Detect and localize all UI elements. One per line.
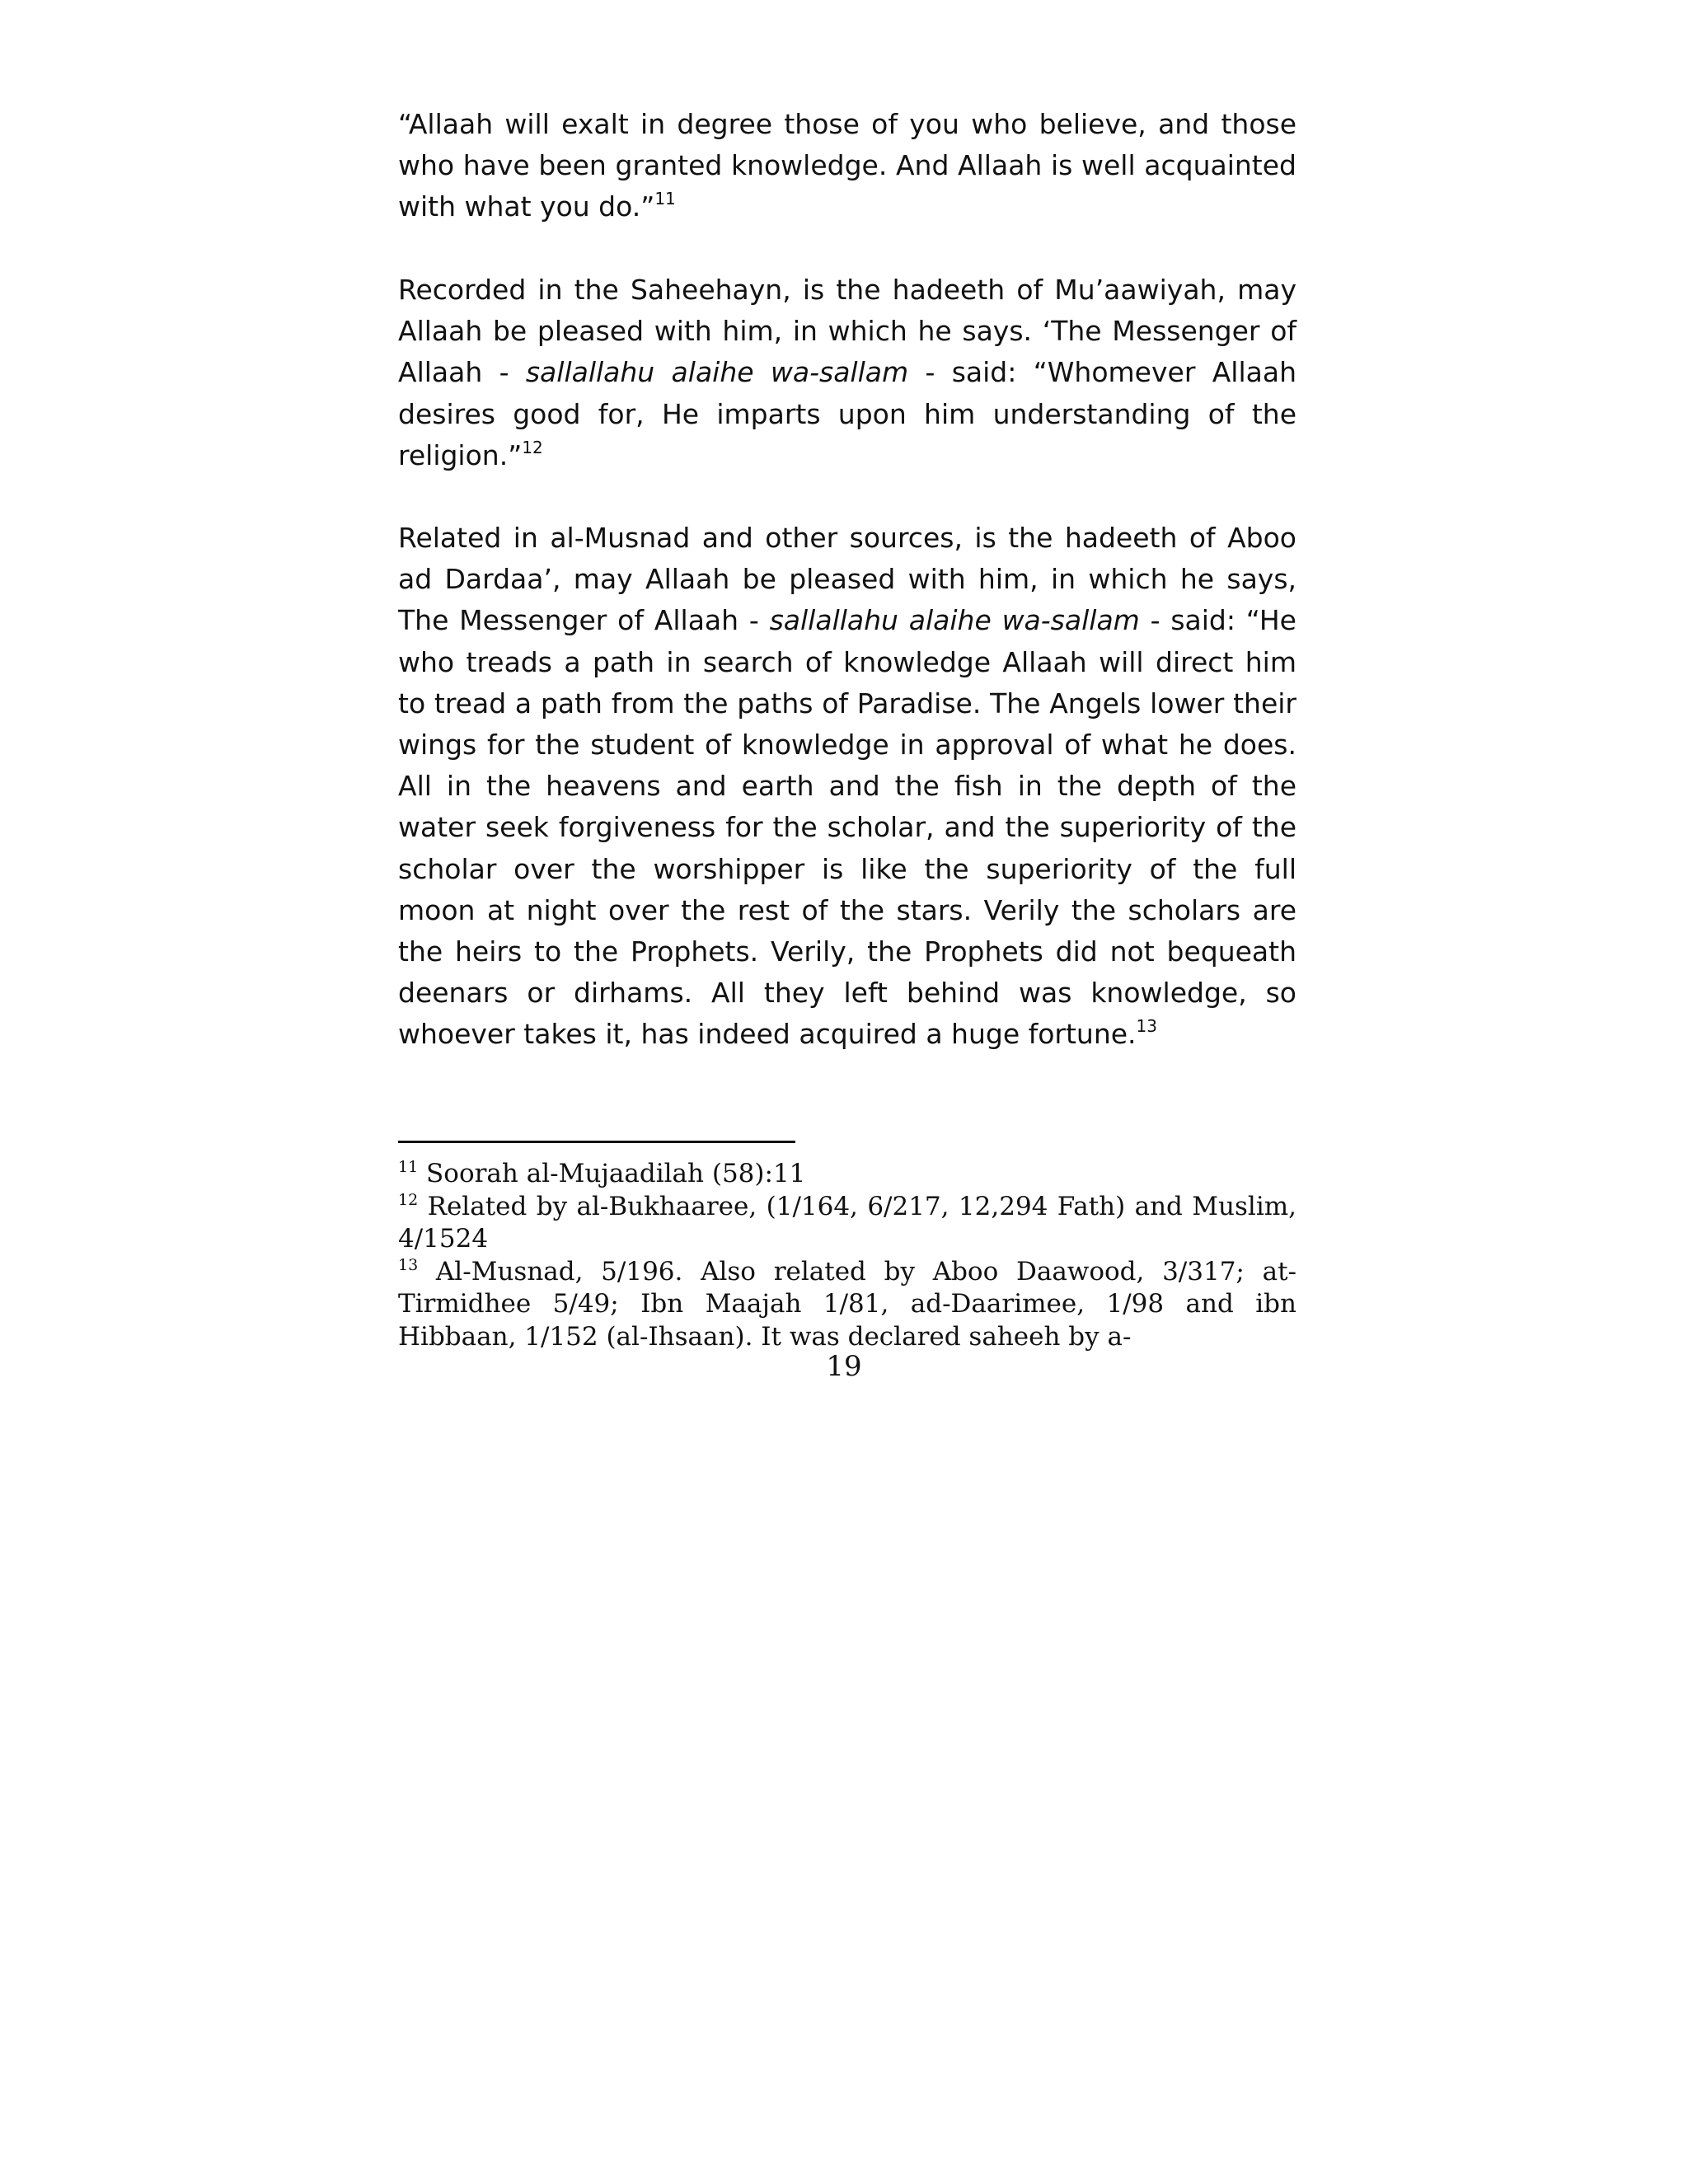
footnote-11 <box>398 1158 1296 1191</box>
page-number: 19 <box>826 1350 862 1383</box>
paragraph-text: Recorded in the Saheehayn, is the hadeeth of Mu’aawiyah, may Allaah be pleased with him, in which he says. ‘The Messenger of Allaah - <box>398 274 1296 389</box>
salutation-italic: sallallahu alaihe wa-sallam <box>769 604 1140 637</box>
footnote-number: 13 <box>398 1255 419 1274</box>
paragraph-quran-quote <box>398 104 1296 228</box>
paragraph-text: - said: “Whomever Allaah desires good for, He imparts upon him understanding of the religion.” <box>398 356 1296 471</box>
footnote-separator <box>398 1141 795 1143</box>
footnotes-section <box>398 1158 1296 1353</box>
footnote-13 <box>398 1256 1296 1354</box>
footnote-reference[interactable]: 11 <box>654 189 676 209</box>
salutation-italic: sallallahu alaihe wa-sallam <box>525 356 909 389</box>
paragraph-text: “Allaah will exalt in degree those of you who believe, and those who have been granted knowledge. And Allaah is well acquainted with what you do.” <box>398 108 1296 223</box>
footnote-reference[interactable]: 12 <box>522 437 543 457</box>
footnote-number: 12 <box>398 1190 419 1209</box>
paragraph-hadeeth-muaawiyah <box>398 269 1296 476</box>
footnote-text: Soorah al-Mujaadilah (58):11 <box>426 1159 806 1188</box>
footnote-number: 11 <box>398 1158 419 1176</box>
footnote-text: Al-Musnad, 5/196. Also related by Aboo Daawood, 3/317; at-Tirmidhee 5/49; Ibn Maajah 1/81, ad-Daarimee, 1/98 and ibn Hibbaan, 1/152 (al-Ihsaan). It was declared saheeh by a- <box>398 1256 1296 1352</box>
footnote-12 <box>398 1191 1296 1256</box>
paragraph-hadeeth-aboo-ad-dardaa <box>398 518 1296 1056</box>
paragraph-text: - said: “He who treads a path in search of knowledge Allaah will direct him to tread a path from the paths of Paradise. The Angels lower their wings for the student of knowledge in approval of what he does. All in the heavens and earth and the fish in the depth of the water seek forgiveness for the scholar, and the superiority of the scholar over the worshipper is like the superiority of the full moon at night over the rest of the stars. Verily the scholars are the heirs to the Prophets. Verily, the Prophets did not bequeath deenars or dirhams. All they left behind was knowledge, so whoever takes it, has indeed acquired a huge fortune. <box>398 604 1296 1051</box>
paragraph-text: Related in al-Musnad and other sources, is the hadeeth of Aboo ad Dardaa’, may Allaah be pleased with him, in which he says, The Messenger of Allaah - <box>398 522 1296 637</box>
footnote-reference[interactable]: 13 <box>1136 1016 1157 1037</box>
footnote-text: Related by al-Bukhaaree, (1/164, 6/217, 12,294 Fath) and Muslim, 4/1524 <box>398 1191 1297 1254</box>
